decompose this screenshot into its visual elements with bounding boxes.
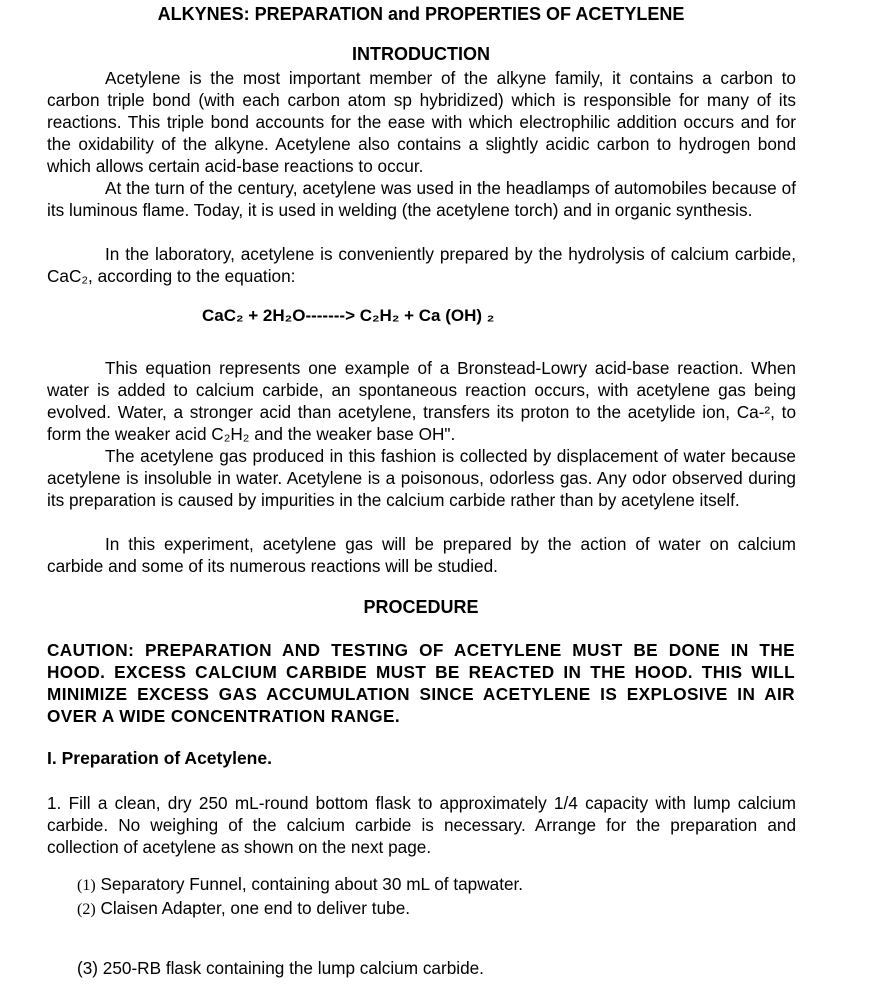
document-title: ALKYNES: PREPARATION and PROPERTIES OF ACETYLENE	[157, 4, 685, 24]
list-item-number: (2)	[77, 901, 96, 918]
intro-paragraph-2: At the turn of the century, acetylene was used in the headlamps of automobiles because of its luminous flame. Today, it is used in welding (the acetylene torch) and in organic synthesis.	[47, 178, 796, 220]
intro-paragraph-5: The acetylene gas produced in this fashion is collected by displacement of water because acetylene is insoluble in water. Acetylene is a poisonous, odorless gas. Any odor observed during its preparation is caused by impurities in the calcium carbide rather than by acetylene itself.	[47, 446, 796, 510]
intro-paragraph-1: Acetylene is the most important member of the alkyne family, it contains a carbon to carbon triple bond (with each carbon atom sp hybridized) which is responsible for many of its reactions. This triple bond accounts for the ease with which electrophilic addition occurs and for the oxidability of the alkyne. Acetylene also contains a slightly acidic carbon to hydrogen bond which allows certain acid-base reactions to occur.	[47, 68, 796, 176]
introduction-heading: INTRODUCTION	[352, 44, 490, 64]
step-1: 1. Fill a clean, dry 250 mL-round bottom flask to approximately 1/4 capacity with lump calcium carbide. No weighing of the calcium carbide is necessary. Arrange for the preparation and collection of acetylene as shown on the next page.	[47, 793, 796, 857]
caution-notice: CAUTION: PREPARATION AND TESTING OF ACETYLENE MUST BE DONE IN THE HOOD. EXCESS CALCIUM CARBIDE MUST BE REACTED IN THE HOOD. THIS WILL MINIMIZE EXCESS GAS ACCUMULATION SINCE ACETYLENE IS EXPLOSIVE IN AIR OVER A WIDE CONCENTRATION RANGE.	[47, 640, 795, 726]
list-item	[77, 874, 523, 895]
reaction-equation: CaC₂ + 2H₂O-------> C₂H₂ + Ca (OH) ₂	[202, 306, 495, 325]
list-item	[77, 898, 410, 919]
list-item-text: Separatory Funnel, containing about 30 mL of tapwater.	[100, 874, 524, 894]
list-item-text: (3) 250-RB flask containing the lump calcium carbide.	[77, 958, 484, 978]
list-item	[77, 958, 484, 979]
intro-paragraph-3: In the laboratory, acetylene is conveniently prepared by the hydrolysis of calcium carbide, CaC₂, according to the equation:	[47, 244, 796, 286]
section-title: I. Preparation of Acetylene.	[47, 748, 272, 768]
procedure-heading: PROCEDURE	[363, 597, 479, 617]
intro-paragraph-6: In this experiment, acetylene gas will be prepared by the action of water on calcium carbide and some of its numerous reactions will be studied.	[47, 534, 796, 576]
list-item-text: Claisen Adapter, one end to deliver tube.	[100, 898, 411, 918]
list-item-number: (1)	[77, 877, 96, 894]
intro-paragraph-4: This equation represents one example of a Bronstead-Lowry acid-base reaction. When water is added to calcium carbide, an spontaneous reaction occurs, with acetylene gas being evolved. Water, a stronger acid than acetylene, transfers its proton to the acetylide ion, Ca-², to form the weaker acid C₂H₂ and the weaker base OH".	[47, 358, 796, 444]
